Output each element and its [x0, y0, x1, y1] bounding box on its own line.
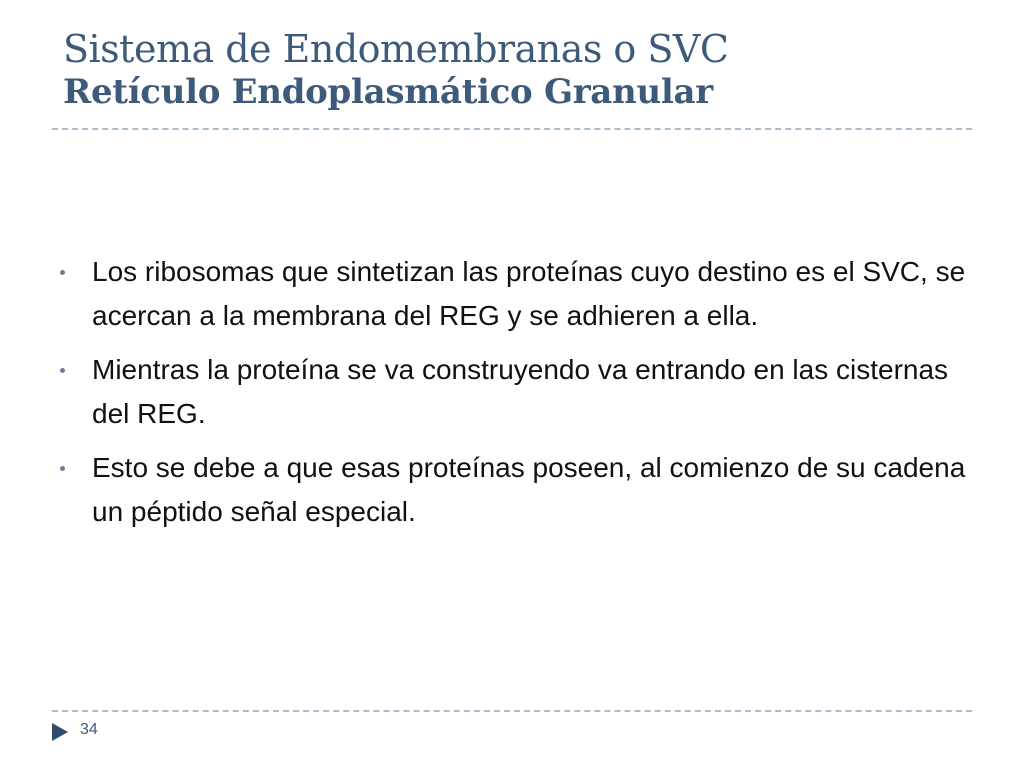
- bullet-icon: [60, 368, 65, 373]
- bullet-icon: [60, 466, 65, 471]
- bullet-item: [60, 250, 970, 338]
- title-subtitle: Retículo Endoplasmático Granular: [63, 72, 713, 112]
- title-divider: [52, 128, 972, 130]
- page-number: 34: [80, 721, 98, 738]
- bullet-text: Esto se debe a que esas proteínas poseen, al comienzo de su cadena un péptido señal especial.: [92, 452, 966, 527]
- bullet-item: [60, 348, 970, 436]
- slide-title: [63, 28, 963, 114]
- title-main: Sistema de Endomembranas o SVC: [63, 27, 729, 71]
- bullet-item: [60, 446, 970, 534]
- bullet-text: Los ribosomas que sintetizan las proteínas cuyo destino es el SVC, se acercan a la membrana del REG y se adhieren a ella.: [92, 256, 966, 331]
- bullet-list: [60, 250, 970, 544]
- footer-divider: [52, 710, 972, 712]
- triangle-right-icon: [52, 723, 68, 741]
- bullet-icon: [60, 270, 65, 275]
- bullet-text: Mientras la proteína se va construyendo va entrando en las cisternas del REG.: [92, 354, 949, 429]
